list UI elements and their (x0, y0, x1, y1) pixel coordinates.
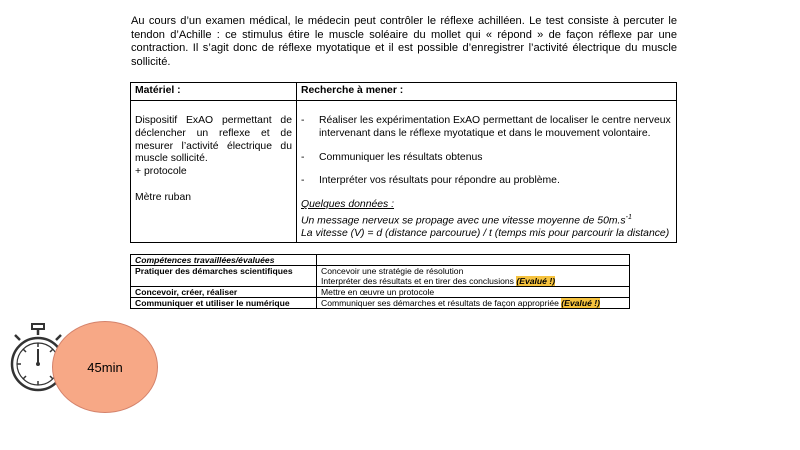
intro-paragraph: Au cours d’un examen médical, le médecin peut contrôler le réflexe achilléen. Le test consiste à percuter le tendon d’Achille : ce stimulus étire le muscle soléaire du mollet qui « répond » de façon réflexe par une contraction. Il s’agit donc de réflexe myotatique et il est possible d’enregistrer l’activité électrique du muscle sollicité. (131, 15, 677, 68)
data-line-speed-exponent: -1 (625, 213, 632, 221)
competences-header-blank (317, 255, 630, 266)
recherche-header: Recherche à mener : (297, 83, 677, 101)
task-item (301, 115, 672, 141)
competence-desc (317, 298, 630, 309)
task-item (301, 175, 672, 188)
task-dash: - (301, 115, 305, 126)
activity-table (130, 82, 677, 243)
data-line-speed (301, 212, 672, 228)
task-text: Réaliser les expérimentation ExAO permettant de localiser le centre nerveux intervenant dans le réflexe myotatique et dans le mouvement volontaire. (319, 115, 671, 139)
data-line-speed-text: Un message nerveux se propage avec une vitesse moyenne de 50m.s (301, 215, 626, 227)
task-dash: - (301, 175, 305, 187)
competence-desc: Mettre en œuvre un protocole (317, 287, 630, 298)
competence-desc (317, 266, 630, 287)
competences-header: Compétences travaillées/évaluées (131, 255, 317, 266)
data-line-formula: La vitesse (V) = d (distance parcourue) / t (temps mis pour parcourir la distance) (301, 228, 670, 240)
materiel-protocole: + protocole (135, 166, 187, 178)
materiel-text: Dispositif ExAO permettant de déclencher un reflexe et de mesurer l’activité électrique du muscle sollicité. (135, 115, 292, 165)
task-item (301, 152, 672, 165)
competence-name: Communiquer et utiliser le numérique (131, 298, 317, 309)
timer-badge: 45min (52, 321, 158, 413)
materiel-cell (131, 101, 297, 243)
materiel-header: Matériel : (131, 83, 297, 101)
competence-desc-line: Concevoir une stratégie de résolution (321, 266, 464, 276)
task-list (301, 115, 672, 188)
competence-desc-text: Communiquer ses démarches et résultats de façon appropriée (321, 298, 559, 308)
task-text: Interpréter vos résultats pour répondre au problème. (319, 175, 560, 187)
task-dash: - (301, 151, 305, 163)
evaluated-badge: (Evalué !) (516, 276, 556, 286)
data-title: Quelques données : (301, 199, 395, 211)
competence-name: Concevoir, créer, réaliser (131, 287, 317, 298)
evaluated-badge: (Evalué !) (561, 298, 600, 308)
materiel-ruler: Mètre ruban (135, 191, 192, 203)
competence-desc-text: Interpréter des résultats et en tirer des conclusions (321, 276, 514, 286)
competence-name: Pratiquer des démarches scientifiques (131, 266, 317, 287)
competence-desc-line (321, 276, 625, 286)
recherche-cell (297, 101, 677, 243)
task-text: Communiquer les résultats obtenus (319, 151, 483, 163)
competences-table (130, 254, 630, 309)
